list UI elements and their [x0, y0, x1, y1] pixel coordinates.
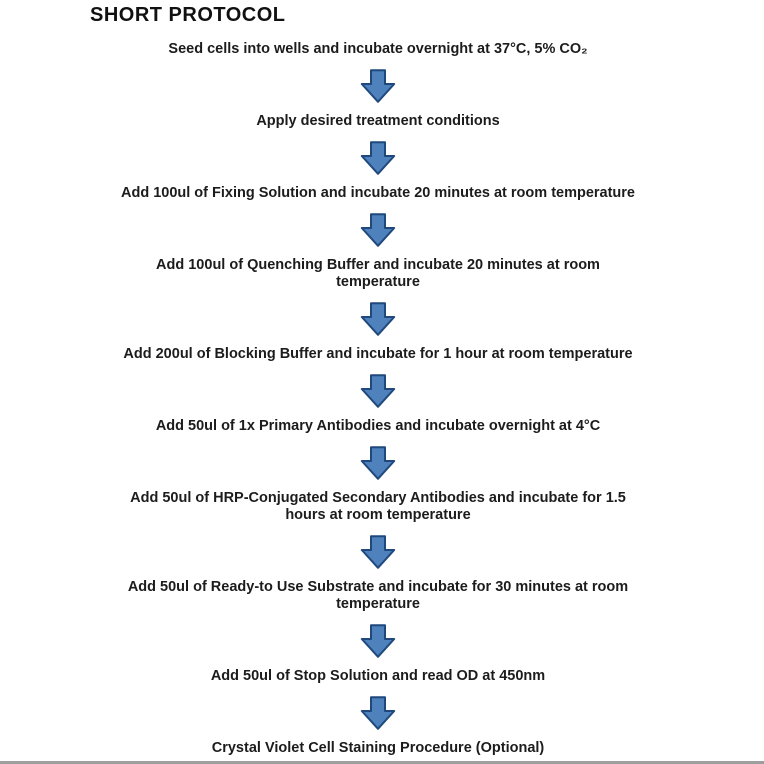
- down-arrow-icon: [358, 535, 398, 570]
- protocol-step: [212, 740, 545, 757]
- protocol-step: [211, 668, 545, 685]
- down-arrow-icon: [358, 141, 398, 176]
- step-label-line: Add 50ul of Stop Solution and read OD at 450nm: [210, 668, 546, 684]
- step-label-line: hours at room temperature: [285, 507, 471, 523]
- step-label-line: Add 100ul of Fixing Solution and incubate 20 minutes at room temperature: [120, 185, 635, 201]
- protocol-flowchart: [78, 41, 678, 764]
- step-label-line: Crystal Violet Cell Staining Procedure (Optional): [211, 740, 545, 756]
- down-arrow-icon: [358, 446, 398, 481]
- step-label-line: temperature: [336, 274, 420, 290]
- step-label-line: Add 50ul of HRP-Conjugated Secondary Antibodies and incubate for 1.5: [130, 490, 626, 506]
- step-label-line: Add 200ul of Blocking Buffer and incubate for 1 hour at room temperature: [123, 346, 633, 362]
- protocol-step: [128, 579, 628, 613]
- protocol-step: [156, 257, 600, 291]
- down-arrow-icon: [358, 302, 398, 337]
- step-label-line: Add 50ul of Ready-to Use Substrate and incubate for 30 minutes at room: [127, 579, 629, 595]
- step-label-line: Apply desired treatment conditions: [256, 113, 500, 129]
- down-arrow-icon: [358, 374, 398, 409]
- step-label-line: Add 100ul of Quenching Buffer and incubate 20 minutes at room: [156, 257, 600, 273]
- down-arrow-icon: [358, 69, 398, 104]
- protocol-step: [123, 346, 632, 363]
- protocol-step: [168, 41, 587, 58]
- step-label-line: temperature: [336, 596, 420, 612]
- step-label-line: Add 50ul of 1x Primary Antibodies and incubate overnight at 4°C: [155, 418, 601, 434]
- page-title: SHORT PROTOCOL: [90, 4, 286, 26]
- down-arrow-icon: [358, 696, 398, 731]
- protocol-step: [130, 490, 626, 524]
- protocol-step: [156, 418, 600, 435]
- protocol-step: [256, 113, 499, 130]
- step-label-line: Seed cells into wells and incubate overnight at 37°C, 5% CO₂: [168, 41, 588, 57]
- down-arrow-icon: [358, 624, 398, 659]
- protocol-step: [121, 185, 635, 202]
- down-arrow-icon: [358, 213, 398, 248]
